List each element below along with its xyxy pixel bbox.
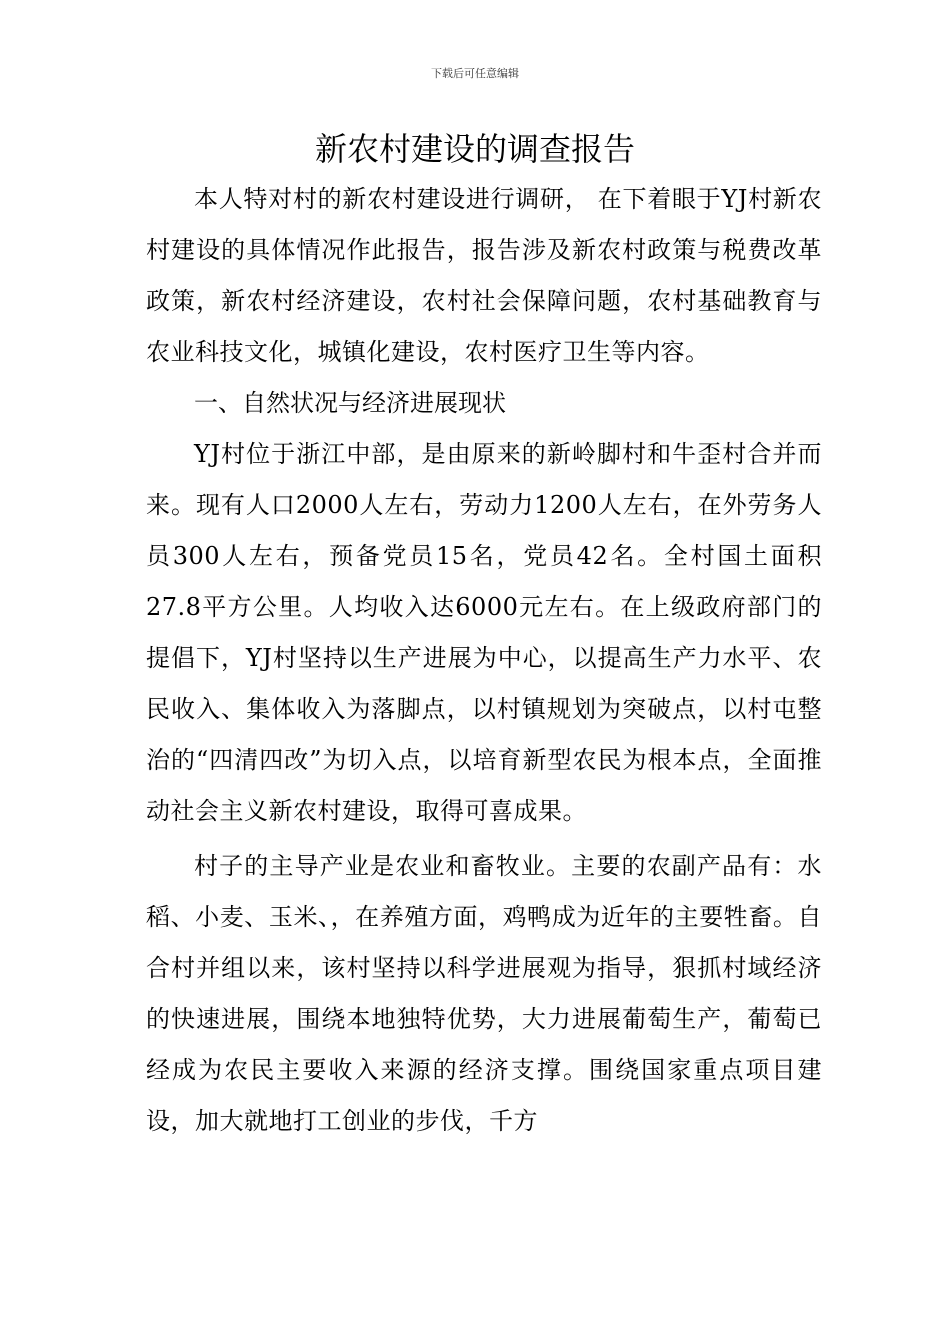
body-paragraph: 村子的主导产业是农业和畜牧业。主要的农副产品有：水稻、小麦、玉米、，在养殖方面，鸡鸭成为近年的主要牲畜。自合村并组以来，该村坚持以科学进展观为指导，狠抓村域经济的快速进展，围绕本地独特优势，大力进展葡萄生产，葡萄已经成为农民主要收入来源的经济支撑。围绕国家重点项目建设，加大就地打工创业的步伐，千方 xyxy=(146,852,822,1135)
intro-paragraph: 本人特对村的新农村建设进行调研， 在下着眼于YJ村新农村建设的具体情况作此报告，报告涉及新农村政策与税费改革政策，新农村经济建设，农村社会保障问题，农村基础教育与农业科技文化，城镇化建设，农村医疗卫生等内容。 xyxy=(146,185,822,366)
header-note: 下载后可任意编辑 xyxy=(431,67,519,80)
document-body xyxy=(146,174,822,1147)
body-paragraph: YJ村位于浙江中部，是由原来的新岭脚村和牛歪村合并而来。现有人口2000人左右，劳动力1200人左右，在外劳务人员300人左右，预备党员15名，党员42名。全村国土面积27.8平方公里。人均收入达6000元左右。在上级政府部门的提倡下，YJ村坚持以生产进展为中心，以提高生产力水平、农民收入、集体收入为落脚点，以村镇规划为突破点，以村屯整治的“四清四改”为切入点，以培育新型农民为根本点，全面推动社会主义新农村建设，取得可喜成果。 xyxy=(146,440,822,825)
document-title: 新农村建设的调查报告 xyxy=(314,130,635,168)
section-heading: 一、自然状况与经济进展现状 xyxy=(194,389,506,417)
